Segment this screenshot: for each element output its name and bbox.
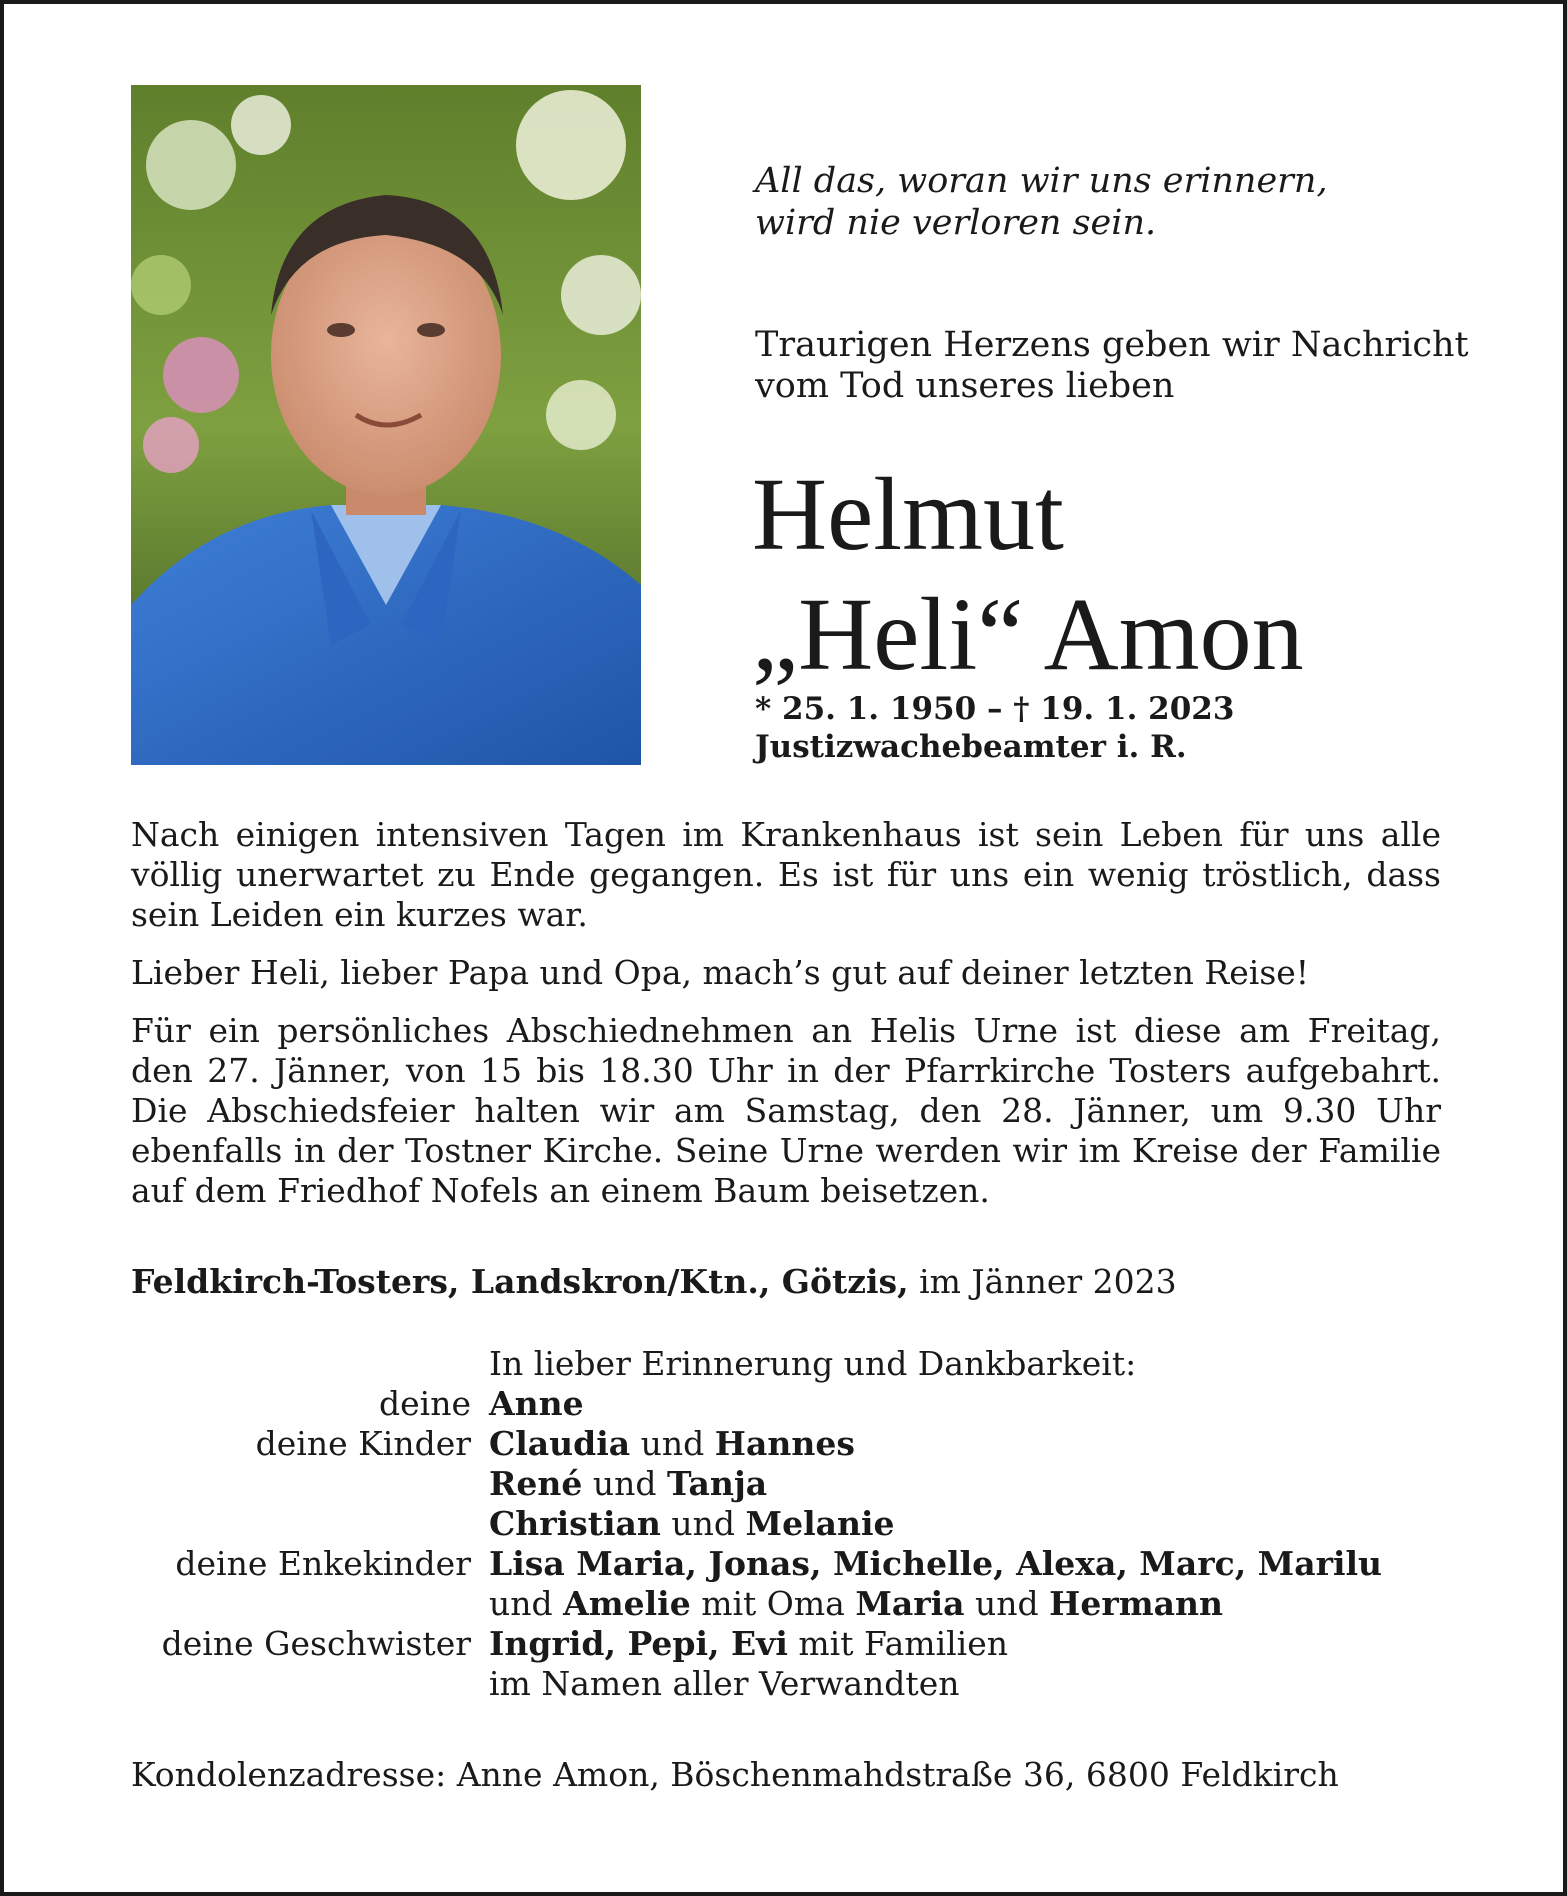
intro-line-1: Traurigen Herzens geben wir Nachricht bbox=[755, 325, 1469, 365]
child-3: Christian bbox=[489, 1504, 661, 1543]
mourner-row-grandchildren-2: und Amelie mit Oma Maria und Hermann bbox=[489, 1584, 1224, 1623]
mourner-row-grandchildren bbox=[131, 1544, 1461, 1584]
mourner-row-spouse bbox=[131, 1384, 1461, 1424]
intro-line-2: vom Tod unseres lieben bbox=[755, 366, 1175, 406]
place-date-line bbox=[131, 1262, 1461, 1302]
grandchildren-label: deine Enkekinder bbox=[175, 1544, 471, 1583]
siblings-label: deine Geschwister bbox=[161, 1624, 471, 1663]
mourners-lead: In lieber Erinnerung und Dankbarkeit: bbox=[489, 1344, 1137, 1383]
child-2-partner: Tanja bbox=[667, 1464, 768, 1503]
portrait-photo bbox=[131, 85, 641, 765]
paragraph-2: Lieber Heli, lieber Papa und Opa, mach’s gut auf deiner letzten Reise! bbox=[131, 953, 1310, 992]
grandmother: Maria bbox=[855, 1584, 965, 1623]
motto-line-2: wird nie verloren sein. bbox=[755, 203, 1157, 243]
child-2: René bbox=[489, 1464, 583, 1503]
occupation: Justizwachebeamter i. R. bbox=[755, 729, 1187, 765]
announcement-body bbox=[131, 815, 1441, 1229]
child-1-partner: Hannes bbox=[714, 1424, 855, 1463]
mourners-list bbox=[131, 1344, 1461, 1704]
spouse-name: Anne bbox=[489, 1384, 584, 1423]
date-separator: – bbox=[976, 691, 1014, 727]
spouse-label: deine bbox=[379, 1384, 471, 1423]
deceased-nickname-surname: „Heli“ Amon bbox=[752, 577, 1304, 692]
motto-quote bbox=[755, 160, 1475, 244]
mourner-row-children-2: René und Tanja bbox=[489, 1464, 768, 1503]
siblings-names: Ingrid, Pepi, Evi bbox=[489, 1624, 788, 1663]
relatives-line: im Namen aller Verwandten bbox=[489, 1664, 960, 1703]
child-1: Claudia bbox=[489, 1424, 631, 1463]
motto-line-1: All das, woran wir uns erinnern, bbox=[755, 161, 1328, 201]
child-3-partner: Melanie bbox=[745, 1504, 895, 1543]
deceased-first-name: Helmut bbox=[752, 457, 1064, 572]
mourner-row-relatives bbox=[131, 1664, 1461, 1704]
grandchild-last: Amelie bbox=[563, 1584, 691, 1623]
mourner-row-children-3: Christian und Melanie bbox=[489, 1504, 895, 1543]
notice-date: im Jänner 2023 bbox=[908, 1262, 1177, 1301]
birth-date: * 25. 1. 1950 bbox=[755, 691, 977, 727]
mourner-row-children: deine Kinder Claudia und Hannes bbox=[131, 1424, 1461, 1464]
mourner-row-siblings: deine Geschwister Ingrid, Pepi, Evi mit Familien bbox=[131, 1624, 1461, 1664]
condolence-address: Kondolenzadresse: Anne Amon, Böschenmahdstraße 36, 6800 Feldkirch bbox=[131, 1755, 1339, 1794]
children-label: deine Kinder bbox=[255, 1424, 471, 1463]
locations: Feldkirch-Tosters, Landskron/Ktn., Götzis, bbox=[131, 1262, 909, 1301]
paragraph-1: Nach einigen intensiven Tagen im Krankenhaus ist sein Leben für uns alle völlig unerwartet zu Ende gegangen. Es ist für uns ein wenig tröstlich, dass sein Leiden ein kurzes war. bbox=[131, 815, 1441, 934]
life-dates bbox=[755, 690, 1455, 766]
grandchildren-names: Lisa Maria, Jonas, Michelle, Alexa, Marc, Marilu bbox=[489, 1544, 1383, 1583]
grandmother-partner: Hermann bbox=[1049, 1584, 1224, 1623]
paragraph-3: Für ein persönliches Abschiednehmen an Helis Urne ist diese am Freitag, den 27. Jänner, von 15 bis 18.30 Uhr in der Pfarrkirche Tosters aufgebahrt. Die Abschiedsfeier halten wir am Samstag, den 28. Jänner, um 9.30 Uhr ebenfalls in der Tostner Kirche. Seine Urne werden wir im Kreise der Familie auf dem Friedhof Nofels an einem Baum beisetzen. bbox=[131, 1011, 1441, 1210]
intro-text bbox=[755, 325, 1495, 407]
deceased-name bbox=[752, 455, 1512, 695]
death-date: † 19. 1. 2023 bbox=[1013, 691, 1235, 727]
